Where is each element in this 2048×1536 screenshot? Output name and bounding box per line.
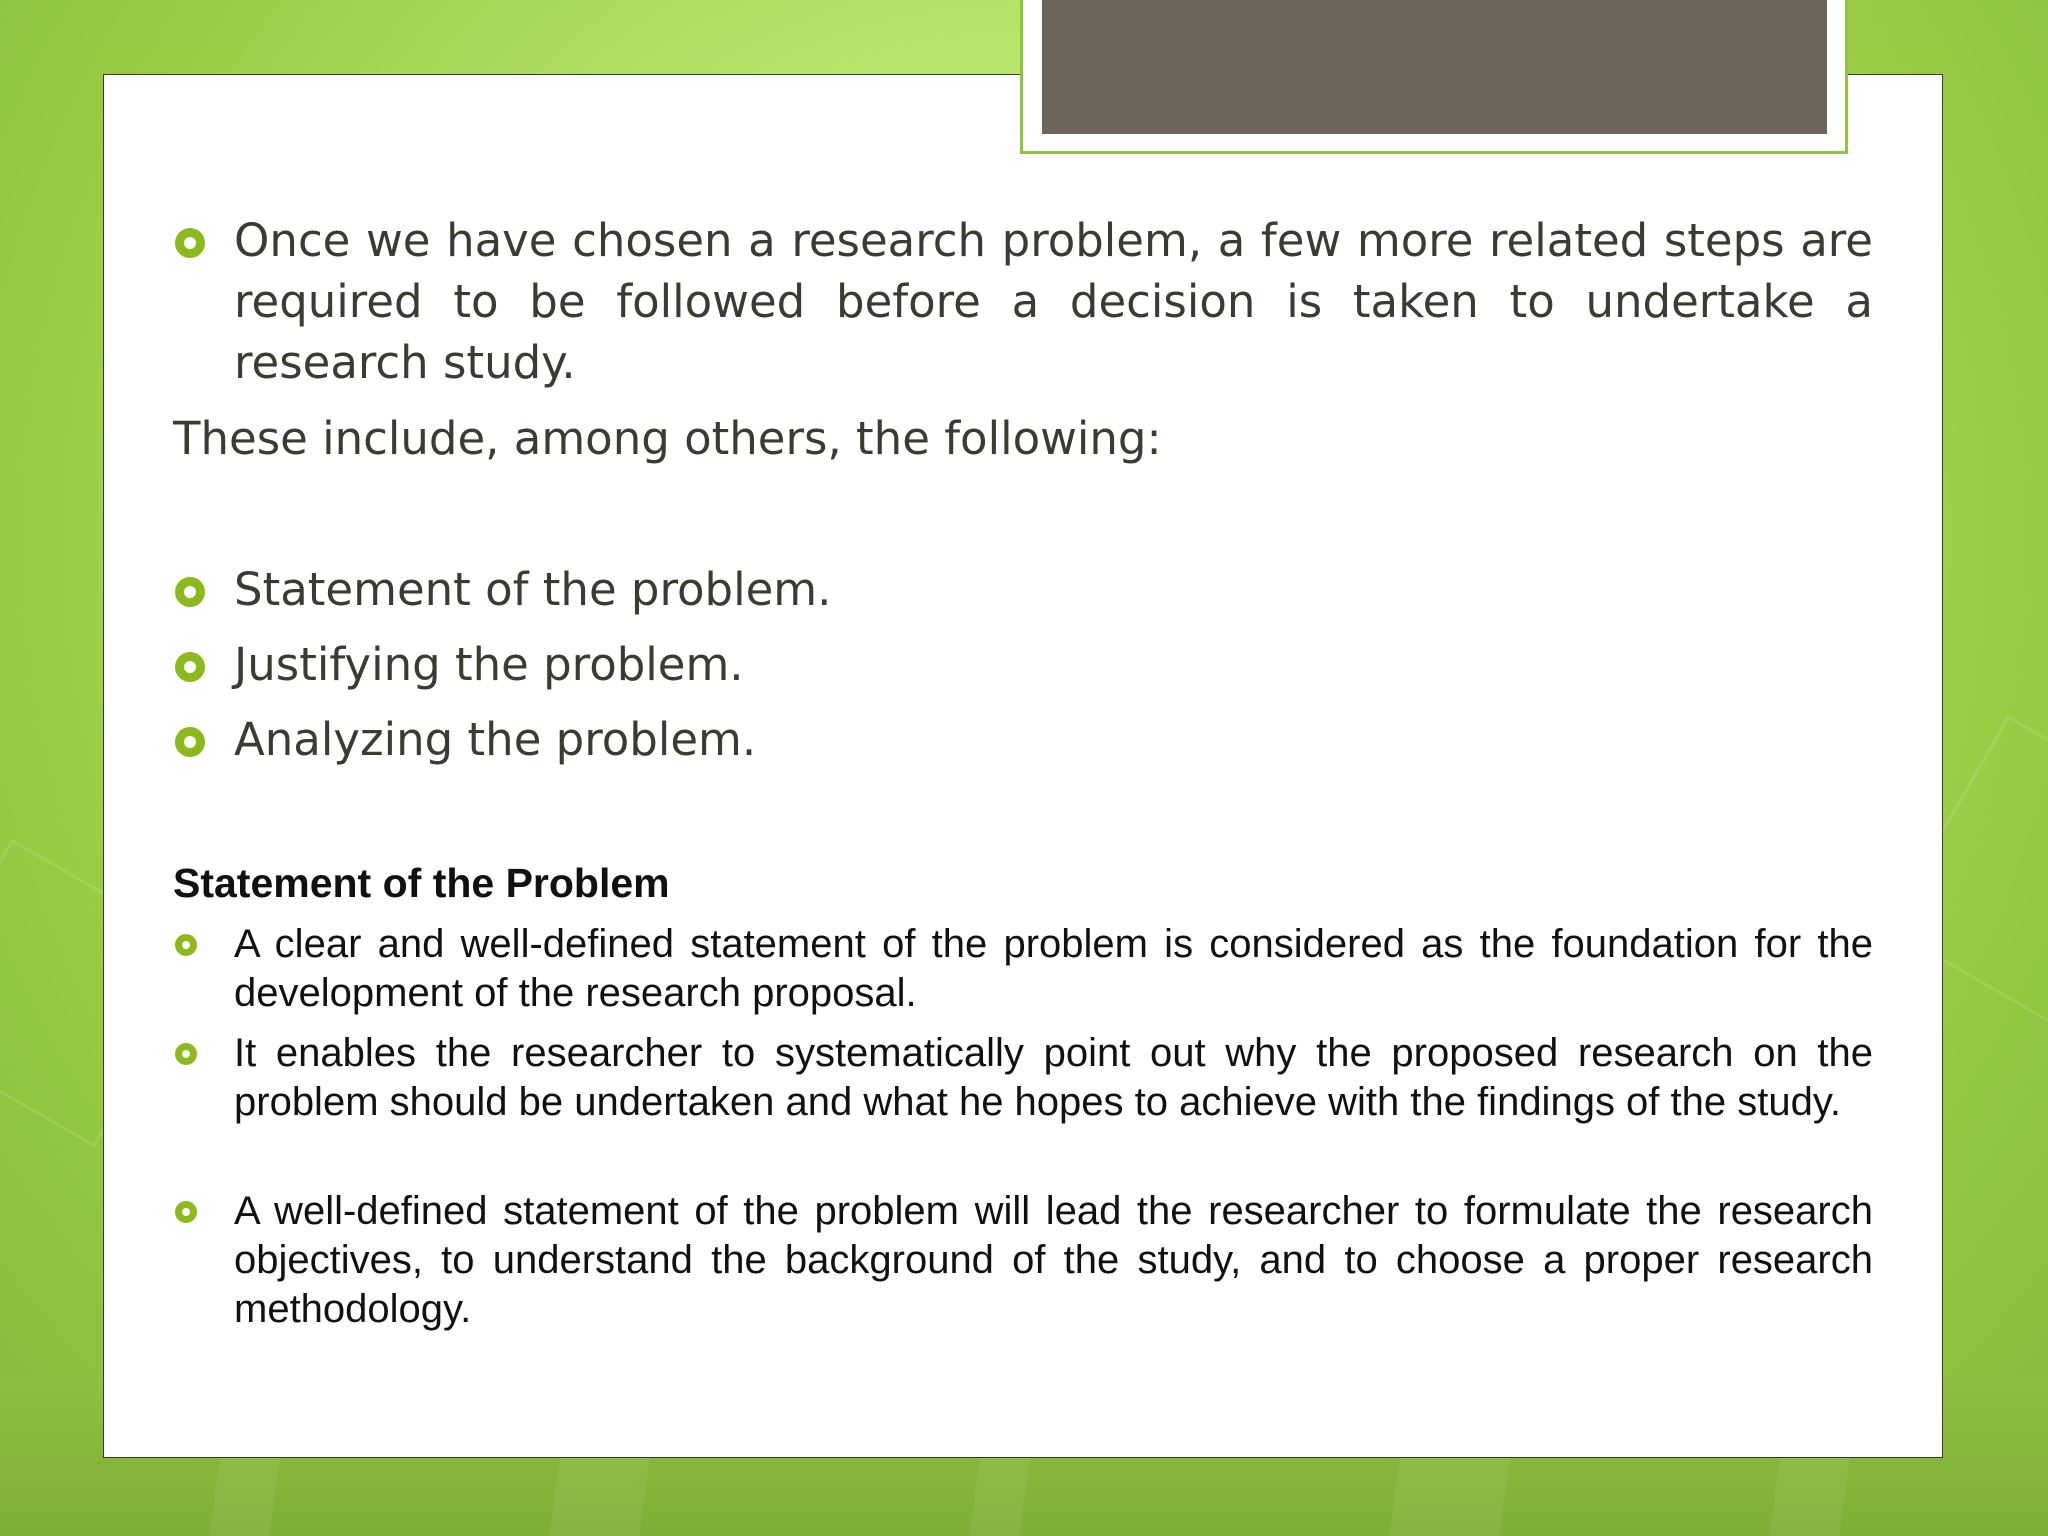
ring-bullet-icon	[175, 577, 205, 607]
intro-paragraph	[173, 408, 1873, 469]
step-text: Justifying the problem.	[234, 638, 744, 691]
section-bullet-text: A well-defined statement of the problem will lead the researcher to formulate the research objectives, to understand the background of the study, and to choose a proper research methodology.	[234, 1189, 1873, 1331]
ring-bullet-icon	[175, 228, 205, 258]
intro-bullet	[173, 210, 1873, 393]
section-bullet	[173, 1029, 1873, 1176]
ring-bullet-icon	[175, 652, 205, 682]
section-bullet-text: A clear and well-defined statement of the problem is considered as the foundation for the development of the research proposal.	[234, 922, 1873, 1015]
intro-bullet-text: Once we have chosen a research problem, a few more related steps are required to be followed before a decision is taken to undertake a research study.	[234, 214, 1873, 389]
step-item	[173, 709, 1873, 770]
section-bullet	[173, 1187, 1873, 1334]
ring-bullet-icon	[175, 934, 197, 956]
step-text: Statement of the problem.	[234, 563, 832, 616]
intro-paragraph-text: These include, among others, the following:	[173, 412, 1162, 465]
section-bullet-text: It enables the researcher to systematically point out why the proposed research on the problem should be undertaken and what he hopes to achieve with the findings of the study.	[234, 1031, 1873, 1124]
ring-bullet-icon	[175, 727, 205, 757]
ring-bullet-icon	[175, 1043, 197, 1065]
step-item	[173, 559, 1873, 620]
title-placeholder	[1042, 0, 1827, 134]
step-item	[173, 634, 1873, 695]
step-text: Analyzing the problem.	[234, 713, 757, 766]
section-heading: Statement of the Problem	[173, 860, 670, 906]
section-bullet	[173, 920, 1873, 1018]
ring-bullet-icon	[175, 1201, 197, 1223]
